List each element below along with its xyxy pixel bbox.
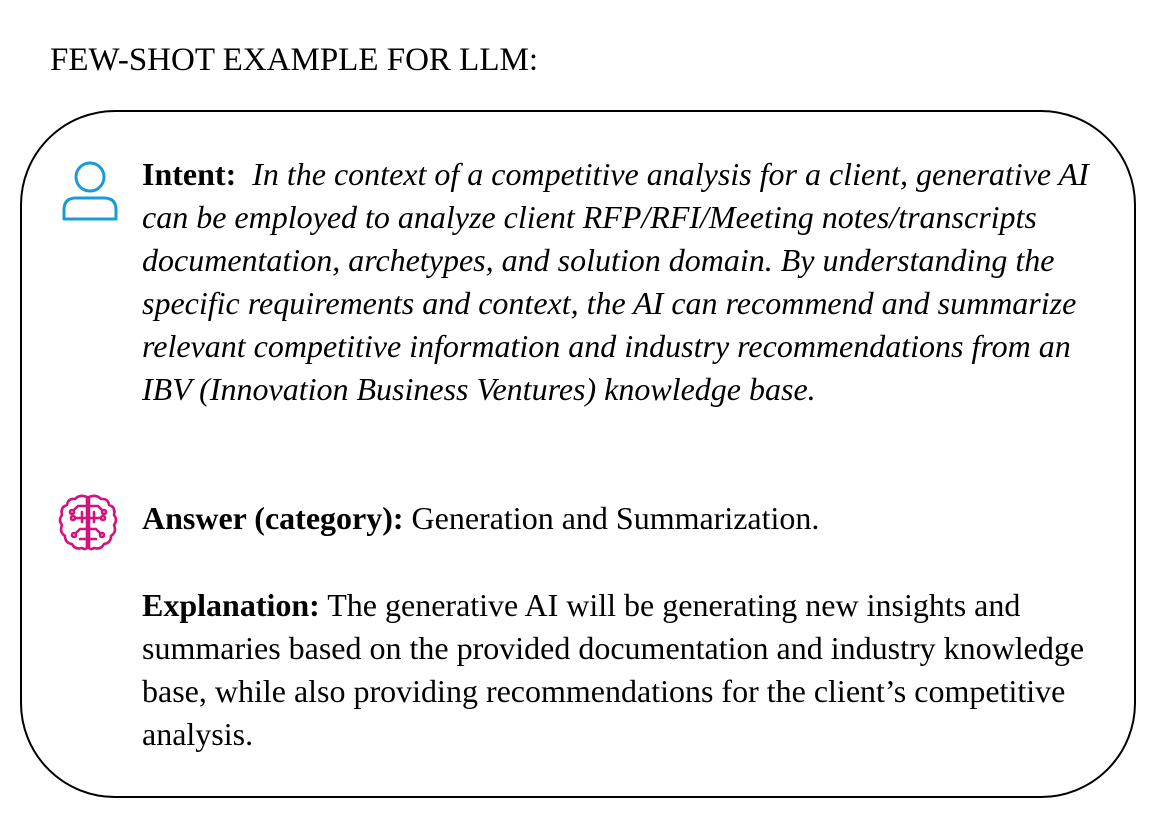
explanation-label: Explanation: — [142, 587, 320, 623]
intent-text: In the context of a competitive analysis for a client, generative AI can be employed to analyze client RFP/RFI/Meeting notes/transcripts documentation, archetypes, and solution domain. By understanding the specific requirements and context, the AI can recommend and summarize relevant competitive information and industry recommendations from an IBV (Innovation Business Ventures) knowledge base. — [142, 156, 1089, 407]
explanation-text: The generative AI will be generating new insights and summaries based on the provided documentation and industry knowledge base, while also providing recommendations for the client’s competitive analysis. — [142, 587, 1085, 752]
answer-section — [142, 497, 1122, 540]
brain-circuit-icon — [56, 492, 120, 552]
person-icon — [60, 158, 120, 222]
answer-label: Answer (category): — [142, 500, 404, 536]
answer-text: Generation and Summarization. — [411, 500, 820, 536]
page-title: FEW-SHOT EXAMPLE FOR LLM: — [50, 42, 539, 78]
intent-label: Intent: — [142, 156, 237, 192]
intent-section — [142, 153, 1122, 411]
explanation-section — [142, 584, 1122, 756]
